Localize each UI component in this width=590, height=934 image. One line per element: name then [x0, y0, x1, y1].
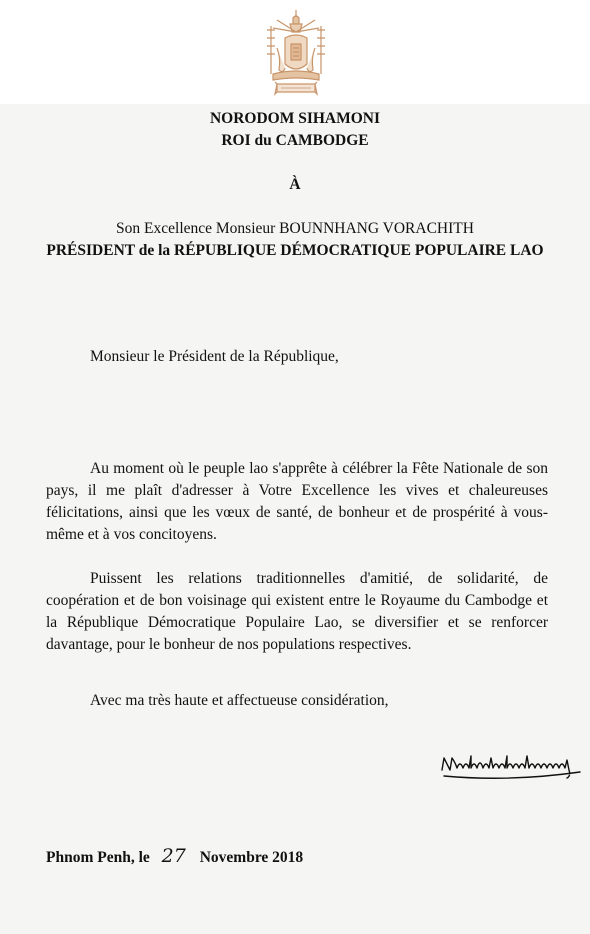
body-paragraph-1: Au moment où le peuple lao s'apprête à célébrer la Fête Nationale de son pays, il me plaît d'adresser à Votre Excellence les vives et chaleureuses félicitations, ainsi que les vœux de santé, de bonheur et de prospérité à vous-même et à vos concitoyens.	[46, 460, 548, 543]
royal-emblem-icon	[263, 8, 329, 100]
letterhead	[0, 0, 590, 104]
body-paragraph-2: Puissent les relations traditionnelles d'amitié, de solidarité, de coopération et de bon voisinage qui existent entre le Royaume du Cambodge et la République Démocratique Populaire Lao, se diversifier et se renforcer davantage, pour le bonheur de nos populations respectives.	[46, 570, 548, 653]
addressee-preposition: À	[289, 176, 301, 193]
recipient-line-2: PRÉSIDENT de la RÉPUBLIQUE DÉMOCRATIQUE POPULAIRE LAO	[46, 242, 544, 259]
date-place: Phnom Penh, le	[46, 849, 150, 866]
date-month-year: Novembre 2018	[199, 849, 304, 866]
sender-title: ROI du CAMBODGE	[221, 132, 369, 149]
date-day-handwritten: 27	[161, 845, 186, 867]
sender-block	[0, 108, 590, 152]
sender-name: NORODOM SIHAMONI	[209, 110, 381, 127]
recipient-line-1: Son Excellence Monsieur BOUNNHANG VORACHITH	[116, 220, 474, 237]
place-and-date	[46, 845, 303, 867]
handwritten-signature	[440, 748, 584, 782]
recipient-block	[0, 218, 590, 262]
salutation: Monsieur le Président de la République,	[90, 348, 339, 365]
closing-line: Avec ma très haute et affectueuse considération,	[90, 692, 389, 709]
